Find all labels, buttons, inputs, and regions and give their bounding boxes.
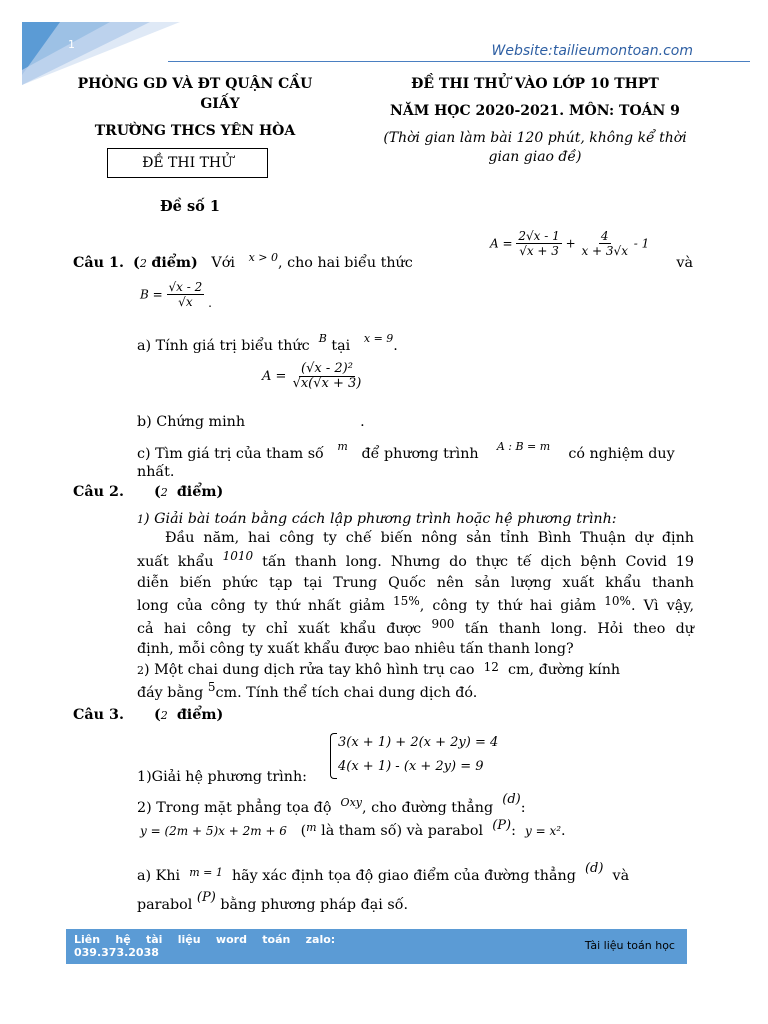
website-link[interactable]: Website:tailieumontoan.com [491,43,693,59]
cau2-part2-cont: đáy bằng $^5$cm. Tính thể tích chai dung dịch đó. [137,680,478,701]
footer-bar [66,929,687,964]
cau2-text-line3: diễn biến phức tạp tại Trung Quốc nên sản lượng xuất khẩu thanh [137,575,694,591]
cau3-part1: 1)Giải hệ phương trình: [137,769,307,785]
cau2-part2: 2) Một chai dung dịch rửa tay khô hình trụ cao $^{12}$ cm, đường kính [137,660,621,678]
cau3-line-eq: y = (2m + 5)x + 2m + 6 ($^m$ là tham số) và parabol (P): y = x². [140,818,566,839]
header-rule [168,61,750,62]
exam-number: Đề số 1 [160,198,220,215]
exam-duration: (Thời gian làm bài 120 phút, không kể thời [383,130,687,146]
expression-B: B = $\frac{√x - 2}{√x}$ . [140,280,212,310]
footer-contact-phone: 039.373.2038 [74,946,159,959]
system-eq2: 4(x + 1) - (x + 2y) = 9 [338,759,484,774]
department-name-cont: GIẤY [200,96,240,112]
cau2-text-line1: Đầu năm, hai công ty chế biến nông sản tỉnh Bình Thuận dự định [165,530,694,546]
expression-A: A = $\frac{2√x - 1}{√x + 3}$ + $\frac{4}{x + 3√x}$ - 1 [490,229,650,258]
exam-year-subject: NĂM HỌC 2020-2021. MÔN: TOÁN 9 [390,103,680,119]
system-brace [330,733,337,779]
cau1-part-c: c) Tìm giá trị của tham số $^m$ để phương trình $^{A : B = m}$ có nghiệm duy [137,440,675,462]
cau1-part-a: a) Tính giá trị biểu thức $^B$ tại $^{x = 9}$. [137,332,398,354]
footer-brand: Tài liệu toán học [584,939,675,952]
system-eq1: 3(x + 1) + 2(x + 2y) = 4 [338,735,499,750]
prove-expression: A = $\frac{\text{(√x - 2)²}}{√x(√x + 3)}$ [262,361,362,391]
cau3-part-a: a) Khi $^{m = 1}$ hãy xác định tọa độ giao điểm của đường thẳng (d) và [137,861,630,884]
cau2-part1-title: 1) Giải bài toán bằng cách lập phương trình hoặc hệ phương trình: [137,511,617,527]
cau1-part-c-cont: nhất. [137,464,175,480]
exam-duration-cont: gian giao đề) [488,149,582,165]
department-name: PHÒNG GD VÀ ĐT QUẬN CẦU [77,76,313,92]
cau3-part-a-cont: parabol (P) bằng phương pháp đại số. [137,890,409,913]
footer-contact [74,933,374,959]
page-number: 1 [68,38,75,51]
mock-exam-box: ĐỀ THI THỬ [107,148,268,178]
cau2-text-line4: long của công ty thứ nhất giảm $^{15\%}$, công ty thứ hai giảm $^{10\%}$. Vì vậy, [137,594,695,614]
cau2-text-line2: xuất khẩu $^{1010}$ tấn thanh long. Nhưng do thực tế dịch bệnh Covid 19 [137,549,695,570]
exam-title: ĐỀ THI THỬ VÀO LỚP 10 THPT [411,76,659,92]
cau1-intro: Câu 1. (2 điểm) Với $^{x > 0}$, cho hai biểu thức và [73,251,693,271]
cau3-part2: 2) Trong mặt phẳng tọa độ $^{Oxy}$, cho đường thẳng (d): [137,792,526,816]
cau2-text-line5: cả hai công ty chỉ xuất khẩu được $^{900}$ tấn thanh long. Hỏi theo dự [137,617,694,637]
cau2-heading: Câu 2. (2 điểm) [73,484,224,500]
school-name: TRƯỜNG THCS YÊN HÒA [94,123,296,139]
cau2-text-line6: định, mỗi công ty xuất khẩu được bao nhiêu tấn thanh long? [137,641,574,657]
footer-contact-line1: Liên hệ tài liệu word toán zalo: [74,933,336,946]
cau3-heading: Câu 3. (2 điểm) [73,707,224,723]
cau1-part-b: b) Chứng minh . [137,414,365,430]
